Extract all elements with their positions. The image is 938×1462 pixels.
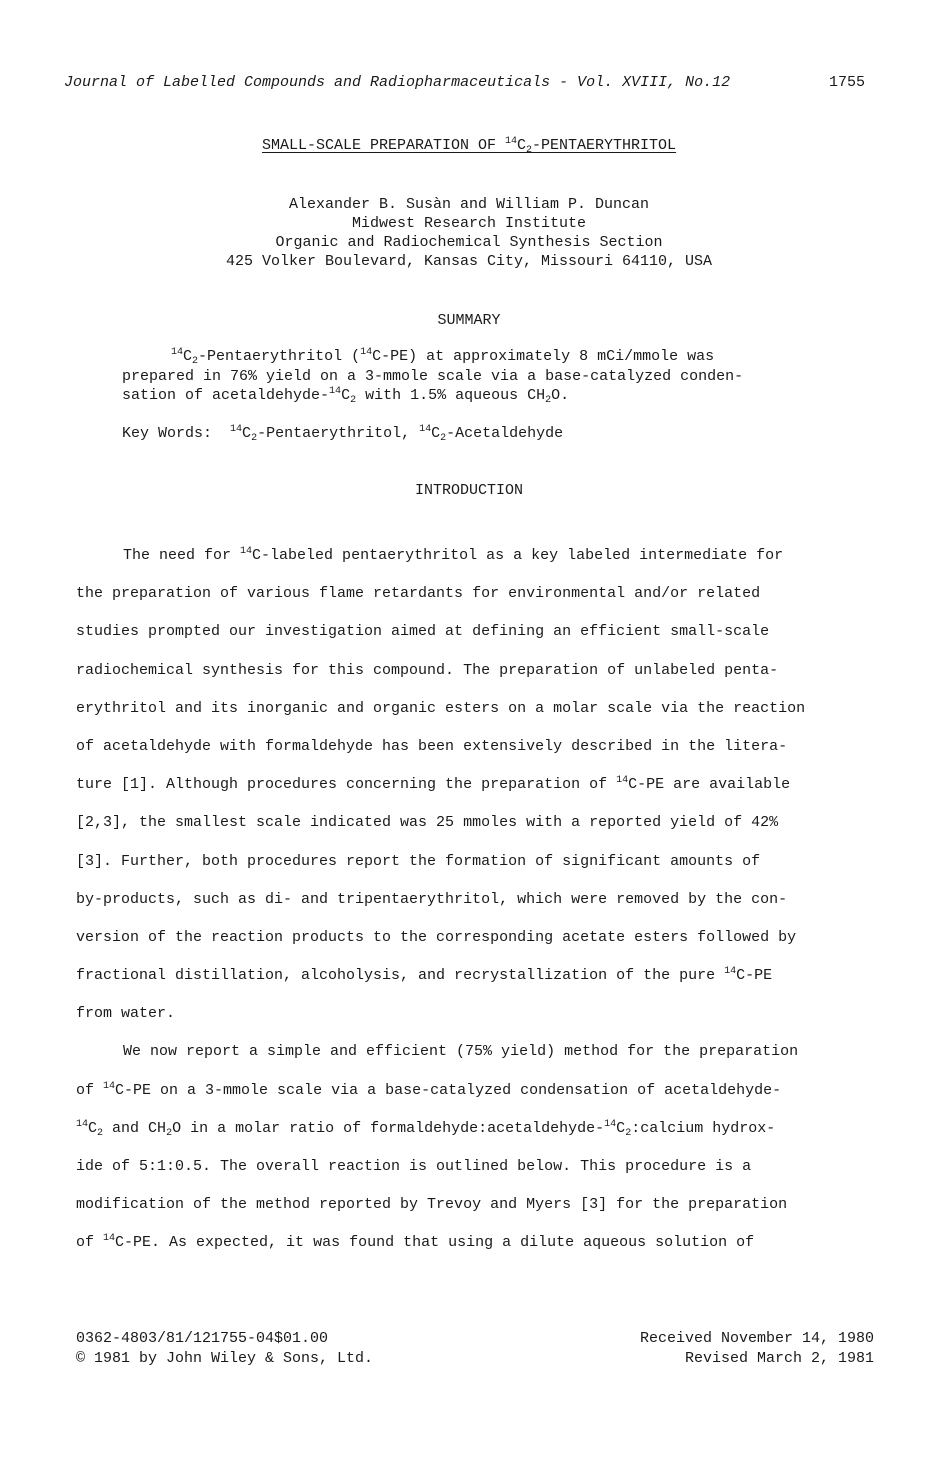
summary-line: $^{14}C_2$-Pentaerythritol ($^{14}$C-PE) at approximately 8 mCi/mmole was bbox=[171, 347, 715, 367]
body-line: version of the reaction products to the corresponding acetate esters followed by bbox=[76, 928, 797, 946]
introduction-heading: INTRODUCTION bbox=[414, 482, 524, 499]
address: 425 Volker Boulevard, Kansas City, Missouri 64110, USA bbox=[225, 253, 713, 270]
body-line: radiochemical synthesis for this compound. The preparation of unlabeled penta- bbox=[76, 661, 779, 679]
article-title: SMALL-SCALE PREPARATION OF $^{14}C_2$-PENTAERYTHRITOL bbox=[261, 136, 677, 156]
summary-text bbox=[122, 347, 842, 406]
key-words: Key Words: $^{14}C_2$-Pentaerythritol, $^{14}C_2$-Acetaldehyde bbox=[122, 424, 564, 444]
footer-dates bbox=[640, 1329, 874, 1368]
author-block bbox=[0, 195, 938, 271]
article-code: 0362-4803/81/121755-04$01.00 bbox=[76, 1330, 329, 1347]
copyright: © 1981 by John Wiley & Sons, Ltd. bbox=[76, 1349, 374, 1367]
body-line: the preparation of various flame retardants for environmental and/or related bbox=[76, 585, 761, 603]
body-line: of $^{14}$C-PE. As expected, it was found that using a dilute aqueous solution of bbox=[76, 1233, 755, 1252]
footer-publication-info bbox=[76, 1329, 373, 1368]
body-line: of $^{14}$C-PE on a 3-mmole scale via a base-catalyzed condensation of acetaldehyde- bbox=[76, 1080, 782, 1099]
running-head: Journal of Labelled Compounds and Radiopharmaceuticals - Vol. XVIII, No.12 bbox=[64, 74, 731, 91]
body-line: fractional distillation, alcoholysis, and recrystallization of the pure $^{14}$C-PE bbox=[76, 966, 773, 985]
body-line: studies prompted our investigation aimed at defining an efficient small-scale bbox=[76, 623, 770, 641]
body-line: ide of 5:1:0.5. The overall reaction is outlined below. This procedure is a bbox=[76, 1158, 752, 1175]
body-line: from water. bbox=[76, 1005, 176, 1023]
body-line: $^{14}C_2$ and $CH_2O$ in a molar ratio of $formaldehyde:acetaldehyde-^{14}C_2:calcium$ hydrox- bbox=[76, 1118, 776, 1139]
introduction-body bbox=[76, 537, 876, 1263]
author-names: Alexander B. Susàn and William P. Duncan bbox=[288, 196, 650, 213]
body-line: by-products, such as di- and tripentaerythritol, which were removed by the con- bbox=[76, 890, 788, 908]
revised-date: Revised March 2, 1981 bbox=[684, 1349, 874, 1367]
body-line: [2,3], the smallest scale indicated was 25 mmoles with a reported yield of 42% bbox=[76, 814, 779, 832]
body-line: ture [1]. Although procedures concerning the preparation of $^{14}$C-PE are available bbox=[76, 775, 791, 794]
summary-line: prepared in 76% yield on a 3-mmole scale via a base-catalyzed conden- bbox=[122, 367, 744, 385]
body-line: of acetaldehyde with formaldehyde has been extensively described in the litera- bbox=[76, 737, 788, 755]
section: Organic and Radiochemical Synthesis Section bbox=[275, 234, 663, 251]
body-line: We now report a simple and efficient (75% yield) method for the preparation bbox=[123, 1043, 799, 1061]
body-line: modification of the method reported by Trevoy and Myers [3] for the preparation bbox=[76, 1196, 788, 1214]
page-number: 1755 bbox=[829, 74, 866, 91]
summary-heading: SUMMARY bbox=[437, 312, 501, 329]
body-line: erythritol and its inorganic and organic esters on a molar scale via the reaction bbox=[76, 699, 806, 717]
body-line: [3]. Further, both procedures report the formation of significant amounts of bbox=[76, 852, 761, 870]
summary-line: sation of acetaldehyde-$^{14}C_2$ with 1.5% aqueous $CH_2O$. bbox=[122, 386, 570, 406]
received-date: Received November 14, 1980 bbox=[639, 1330, 874, 1347]
institute: Midwest Research Institute bbox=[351, 215, 587, 232]
body-line: The need for $^{14}$C-labeled pentaerythritol as a key labeled intermediate for bbox=[123, 546, 784, 564]
